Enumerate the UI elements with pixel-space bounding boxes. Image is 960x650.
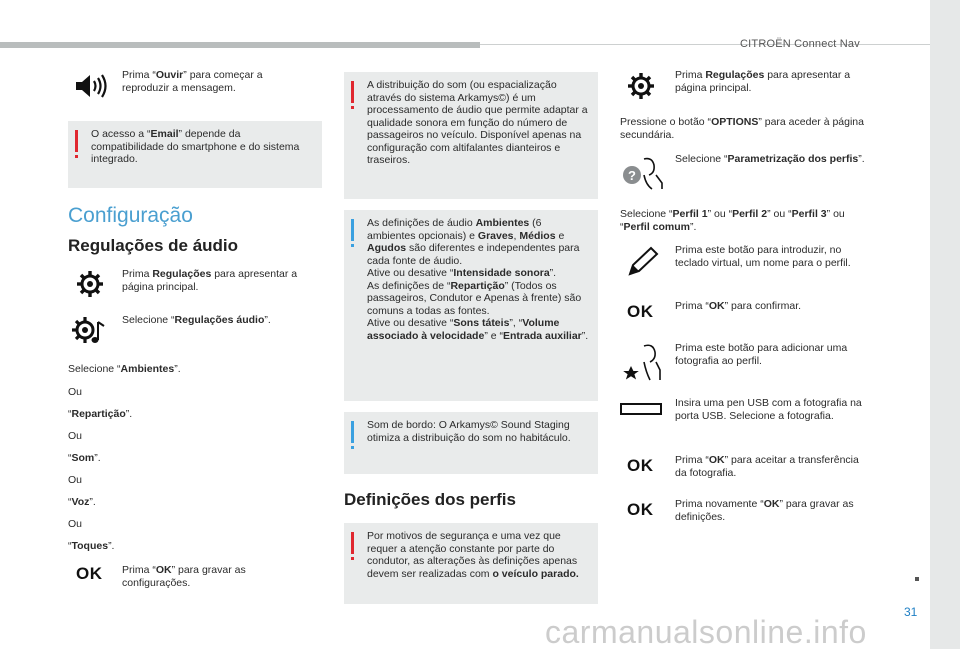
settings-gear-icon [627, 72, 655, 100]
keyboard-instruction: Prima este botão para introduzir, no teclado virtual, um nome para o perfil. [675, 244, 851, 269]
arkamys-note-text: A distribuição do som (ou espacialização através do sistema Arkamys©) é um processamento de áudio que permite adaptar a qualidade sonora em função do número de passageiros no veículo. Disponível apenas na configuração com altifalantes dianteiros e traseiros. [367, 79, 588, 166]
profile-step1: Prima Regulações para apresentar a página principal. [675, 69, 851, 94]
ou-4: Ou [68, 518, 83, 530]
warning-mark-icon [75, 130, 78, 152]
top-rule [0, 42, 480, 48]
warning-mark-icon [351, 532, 354, 554]
subsection-title-audio: Regulações de áudio [68, 236, 239, 255]
ouvir-instruction: Prima “Ouvir” para começar a reproduzir a mensagem. [122, 69, 263, 94]
info-mark-icon [351, 219, 354, 241]
ok-button-icon: OK [627, 456, 654, 475]
section-title-configuracao: Configuração [68, 204, 193, 227]
audio-definitions-box [344, 210, 598, 401]
safety-note-box [344, 523, 598, 604]
option-som: “Som”. [68, 452, 101, 464]
settings-gear-icon [76, 270, 104, 298]
email-note-box [68, 121, 322, 188]
page-header: CITROËN Connect Nav [740, 38, 860, 50]
page-number: 31 [904, 605, 918, 619]
audio-step2: Selecione “Regulações áudio”. [122, 314, 271, 326]
add-photo-profile-icon [622, 340, 662, 382]
email-note-text: O acesso a “Email” depende da compatibilidade do smartphone e do sistema integrado. [91, 128, 300, 165]
audio-step1: Prima Regulações para apresentar a página principal. [122, 268, 298, 293]
sound-staging-text: Som de bordo: O Arkamys© Sound Staging otimiza a distribuição do som no habitáculo. [367, 419, 571, 444]
param-instruction: Selecione “Parametrização dos perfis”. [675, 153, 865, 165]
select-ambientes: Selecione “Ambientes”. [68, 363, 181, 375]
side-band [930, 0, 960, 649]
ok-button-icon: OK [627, 500, 654, 519]
ok-confirm-instruction: Prima “OK” para confirmar. [675, 300, 802, 312]
svg-text:?: ? [628, 168, 636, 183]
profile-settings-icon [620, 155, 664, 193]
speaker-icon [74, 72, 108, 100]
audio-definitions-text: As definições de áudio Ambientes (6 ambientes opcionais) e Graves, Médios e Agudos são diferentes e independentes para cada fonte de áudio. Ative ou desative “Intensidade sonora”. As definições de “Repartição” (Todos os passageiros, Condutor e Apenas à frente) são comuns a todas as fontes. Ative ou desative “Sons táteis”, “Volume associado à velocidade” e “Entrada auxiliar”. [367, 217, 589, 342]
ok-save-config: Prima “OK” para gravar as configurações. [122, 564, 246, 589]
select-perfil: Selecione “Perfil 1” ou “Perfil 2” ou “Perfil 3” ou “Perfil comum”. [620, 208, 845, 233]
info-mark-icon [351, 421, 354, 443]
safety-note-text: Por motivos de segurança e uma vez que requer a atenção constante por parte do condutor, as alterações às definições apenas devem ser realizadas com o veículo parado. [367, 530, 579, 580]
option-toques: “Toques”. [68, 540, 115, 552]
ou-2: Ou [68, 430, 83, 442]
top-thin-rule [480, 44, 930, 45]
sound-staging-box [344, 412, 598, 474]
ou-3: Ou [68, 474, 83, 486]
arkamys-note-box [344, 72, 598, 199]
audio-settings-icon [72, 316, 108, 346]
ok-button-icon: OK [76, 564, 103, 583]
option-reparticao: “Repartição”. [68, 408, 133, 420]
section-title-perfis: Definições dos perfis [344, 490, 516, 509]
usb-drive-icon [620, 402, 662, 416]
ok-save-instruction: Prima novamente “OK” para gravar as definições. [675, 498, 854, 523]
warning-mark-icon [351, 81, 354, 103]
watermark: carmanualsonline.info [545, 614, 867, 650]
ou-1: Ou [68, 386, 83, 398]
pencil-icon [624, 246, 660, 278]
ok-button-icon: OK [627, 302, 654, 321]
option-voz: “Voz”. [68, 496, 96, 508]
photo-add-instruction: Prima este botão para adicionar uma fotografia ao perfil. [675, 342, 848, 367]
options-instruction: Pressione o botão “OPTIONS” para aceder à página secundária. [620, 116, 864, 141]
page-dot [915, 577, 919, 581]
usb-instruction: Insira uma pen USB com a fotografia na porta USB. Selecione a fotografia. [675, 397, 862, 422]
ok-accept-instruction: Prima “OK” para aceitar a transferência da fotografia. [675, 454, 859, 479]
